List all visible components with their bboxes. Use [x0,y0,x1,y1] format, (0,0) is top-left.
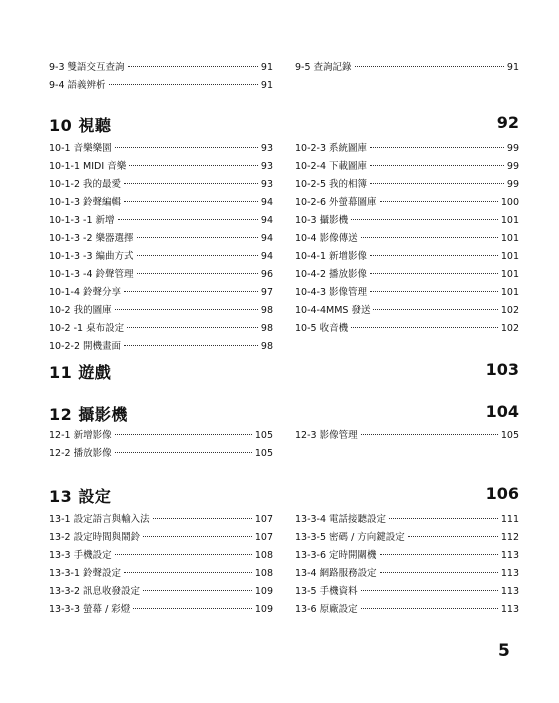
toc-right-column [295,511,519,619]
toc-entry [295,601,519,619]
toc-section-11 [49,360,519,382]
toc-entry-title: 10-1-3 鈴聲編輯 [49,197,122,208]
toc-entry [49,547,273,565]
toc-dot-leader [408,536,498,537]
toc-dot-leader [361,608,498,609]
section-heading [49,113,519,135]
toc-entry [49,427,273,445]
toc-entry-page: 113 [500,586,519,597]
toc-entry [295,284,519,302]
toc-entry-title: 10-4-2 播放影像 [295,269,368,280]
toc-left-column [49,140,273,356]
toc-entry-title: 10-1-1 MIDI 音樂 [49,161,127,172]
toc-entry [49,601,273,619]
toc-entry [49,302,273,320]
section-title: 11 遊戲 [49,363,112,382]
toc-entry-page: 97 [260,287,273,298]
toc-section-10 [49,113,519,352]
toc-dot-leader [124,183,258,184]
toc-entry [49,140,273,158]
toc-entry [49,583,273,601]
toc-entry-title: 10-4-4MMS 發送 [295,305,371,316]
toc-entry [295,511,519,529]
toc-entry-title: 10-1-2 我的最愛 [49,179,122,190]
toc-entry [295,302,519,320]
toc-entry-page: 94 [260,251,273,262]
section-title: 13 設定 [49,487,112,506]
toc-entry-title: 10-2-5 我的相簿 [295,179,368,190]
toc-entry-page: 99 [506,161,519,172]
toc-entry [49,565,273,583]
toc-entry-page: 98 [260,305,273,316]
toc-dot-leader [137,273,258,274]
toc-entry-page: 113 [500,568,519,579]
toc-entry [295,59,519,77]
toc-dot-leader [355,66,504,67]
toc-entry-page: 105 [254,430,273,441]
toc-entry-page: 108 [254,568,273,579]
toc-entry-page: 102 [500,305,519,316]
toc-right-column [295,427,519,445]
toc-entry [49,77,273,95]
toc-entry [49,511,273,529]
section-heading [49,484,519,506]
toc-entry-title: 12-1 新增影像 [49,430,112,441]
toc-entry-title: 10-2-3 系統圖庫 [295,143,368,154]
toc-entry-title: 13-3-1 鈴聲設定 [49,568,122,579]
toc-entry-title: 13-2 設定時間與鬧鈴 [49,532,141,543]
toc-entry-title: 10-1-3 -2 樂器選擇 [49,233,134,244]
toc-entry-title: 13-3-3 螢幕 / 彩燈 [49,604,131,615]
toc-entry [295,427,519,445]
toc-entry [49,338,273,356]
toc-dot-leader [137,255,258,256]
toc-dot-leader [137,237,258,238]
toc-dot-leader [127,327,258,328]
toc-entry-page: 109 [254,586,273,597]
toc-entry [49,212,273,230]
toc-dot-leader [124,345,258,346]
toc-entry [295,176,519,194]
toc-dot-leader [124,291,258,292]
toc-dot-leader [115,147,258,148]
toc-entry [295,529,519,547]
section-page-number: 104 [485,402,519,421]
toc-entry-title: 13-3-6 定時開關機 [295,550,377,561]
toc-entry [49,266,273,284]
toc-entry-page: 101 [500,215,519,226]
toc-dot-leader [351,327,498,328]
toc-entry-page: 99 [506,179,519,190]
toc-dot-leader [143,536,252,537]
toc-entry-page: 112 [500,532,519,543]
toc-dot-leader [133,608,252,609]
toc-entry-title: 10-1-3 -1 新增 [49,215,115,226]
toc-right-column [295,59,519,77]
toc-dot-leader [370,255,498,256]
toc-entry-page: 91 [260,62,273,73]
toc-entry-page: 100 [500,197,519,208]
toc-entry-page: 99 [506,143,519,154]
toc-entry [49,445,273,463]
toc-entry-page: 101 [500,251,519,262]
toc-entry-page: 98 [260,341,273,352]
toc-dot-leader [129,165,258,166]
toc-entry-title: 10-2 -1 桌布設定 [49,323,125,334]
toc-entry-title: 13-3-4 電話接聽設定 [295,514,387,525]
toc-entry-page: 101 [500,287,519,298]
toc-entry-page: 109 [254,604,273,615]
toc-entry-page: 94 [260,233,273,244]
toc-dot-leader [351,219,498,220]
page-number: 5 [498,641,510,661]
toc-entry [295,320,519,338]
toc-entry [49,59,273,77]
toc-entry-page: 111 [500,514,519,525]
toc-entry-page: 93 [260,161,273,172]
toc-entry-title: 10-1-3 -4 鈴聲管理 [49,269,134,280]
toc-dot-leader [389,518,498,519]
toc-dot-leader [370,165,504,166]
section-title: 12 攝影機 [49,405,128,424]
toc-entry [49,194,273,212]
toc-entry-page: 102 [500,323,519,334]
toc-dot-leader [109,84,258,85]
toc-entry-title: 13-5 手機資料 [295,586,358,597]
toc-entry-page: 93 [260,179,273,190]
toc-left-column [49,427,273,463]
toc-entry [49,248,273,266]
toc-entry [49,230,273,248]
toc-entry-page: 91 [260,80,273,91]
toc-dot-leader [124,572,252,573]
toc-dot-leader [361,237,498,238]
section-heading [49,402,519,424]
toc-dot-leader [361,590,498,591]
toc-entry [49,158,273,176]
toc-entry-title: 10-2-2 開機畫面 [49,341,122,352]
toc-dot-leader [370,273,498,274]
section-heading [49,360,519,382]
toc-entry-title: 10-4-1 新增影像 [295,251,368,262]
toc-dot-leader [380,201,498,202]
section-title: 10 視聽 [49,116,112,135]
toc-entry-page: 98 [260,323,273,334]
toc-dot-leader [143,590,252,591]
toc-entry [295,248,519,266]
toc-entry [49,529,273,547]
toc-entry [295,140,519,158]
toc-dot-leader [153,518,252,519]
toc-right-column [295,140,519,338]
toc-dot-leader [115,452,252,453]
toc-left-column [49,511,273,619]
toc-entry [49,320,273,338]
toc-entry-page: 105 [500,430,519,441]
toc-entry [49,176,273,194]
toc-entry-title: 9-4 語義辨析 [49,80,106,91]
toc-entry-page: 94 [260,215,273,226]
toc-entry-page: 107 [254,514,273,525]
toc-dot-leader [370,291,498,292]
toc-entry-page: 91 [506,62,519,73]
toc-dot-leader [370,183,504,184]
toc-entry [295,583,519,601]
toc-entry-title: 12-3 影像管理 [295,430,358,441]
toc-entry-page: 94 [260,197,273,208]
toc-entry-page: 96 [260,269,273,280]
toc-dot-leader [118,219,258,220]
toc-entry-page: 113 [500,550,519,561]
toc-entry-title: 13-6 原廠設定 [295,604,358,615]
toc-entry-title: 10-4-3 影像管理 [295,287,368,298]
toc-dot-leader [373,309,497,310]
toc-dot-leader [380,554,498,555]
toc-dot-leader [128,66,258,67]
toc-dot-leader [370,147,504,148]
toc-entry-title: 10-2 我的圖庫 [49,305,112,316]
toc-entry-title: 13-3 手機設定 [49,550,112,561]
toc-section-12 [49,402,519,459]
toc-entry-page: 101 [500,233,519,244]
toc-entry-page: 105 [254,448,273,459]
toc-entry [295,194,519,212]
toc-entry-title: 10-5 收音機 [295,323,349,334]
section-page-number: 92 [496,113,519,132]
toc-entry-title: 12-2 播放影像 [49,448,112,459]
toc-entry-title: 10-1 音樂樂園 [49,143,112,154]
toc-entry [295,266,519,284]
toc-entry [295,565,519,583]
toc-dot-leader [124,201,258,202]
toc-entry-title: 13-3-5 密碼 / 方向鍵設定 [295,532,405,543]
toc-left-column [49,59,273,95]
toc-entry-title: 13-1 設定語言與輸入法 [49,514,150,525]
toc-entry-title: 10-1-4 鈴聲分享 [49,287,122,298]
toc-dot-leader [115,309,258,310]
toc-entry-title: 10-2-6 外螢幕圖庫 [295,197,377,208]
toc-section-13 [49,484,519,615]
section-page-number: 106 [485,484,519,503]
toc-entry-title: 10-3 攝影機 [295,215,349,226]
toc-dot-leader [361,434,498,435]
toc-entry [295,230,519,248]
toc-entry-title: 9-3 雙語交互查詢 [49,62,125,73]
toc-entry-title: 13-4 網路服務設定 [295,568,377,579]
toc-entry-title: 13-3-2 訊息收發設定 [49,586,141,597]
toc-entry-title: 10-4 影像傳送 [295,233,358,244]
toc-entry-page: 93 [260,143,273,154]
toc-entry [295,212,519,230]
toc-entry-page: 108 [254,550,273,561]
toc-entry-page: 113 [500,604,519,615]
toc-dot-leader [115,434,252,435]
toc-dot-leader [115,554,252,555]
toc-entry [295,547,519,565]
toc-entry [49,284,273,302]
toc-entry [295,158,519,176]
toc-entry-page: 107 [254,532,273,543]
toc-entry-title: 10-1-3 -3 編曲方式 [49,251,134,262]
toc-entry-page: 101 [500,269,519,280]
section-page-number: 103 [485,360,519,379]
toc-dot-leader [380,572,498,573]
toc-entry-title: 10-2-4 下載圖庫 [295,161,368,172]
toc-entry-title: 9-5 查詢記錄 [295,62,352,73]
